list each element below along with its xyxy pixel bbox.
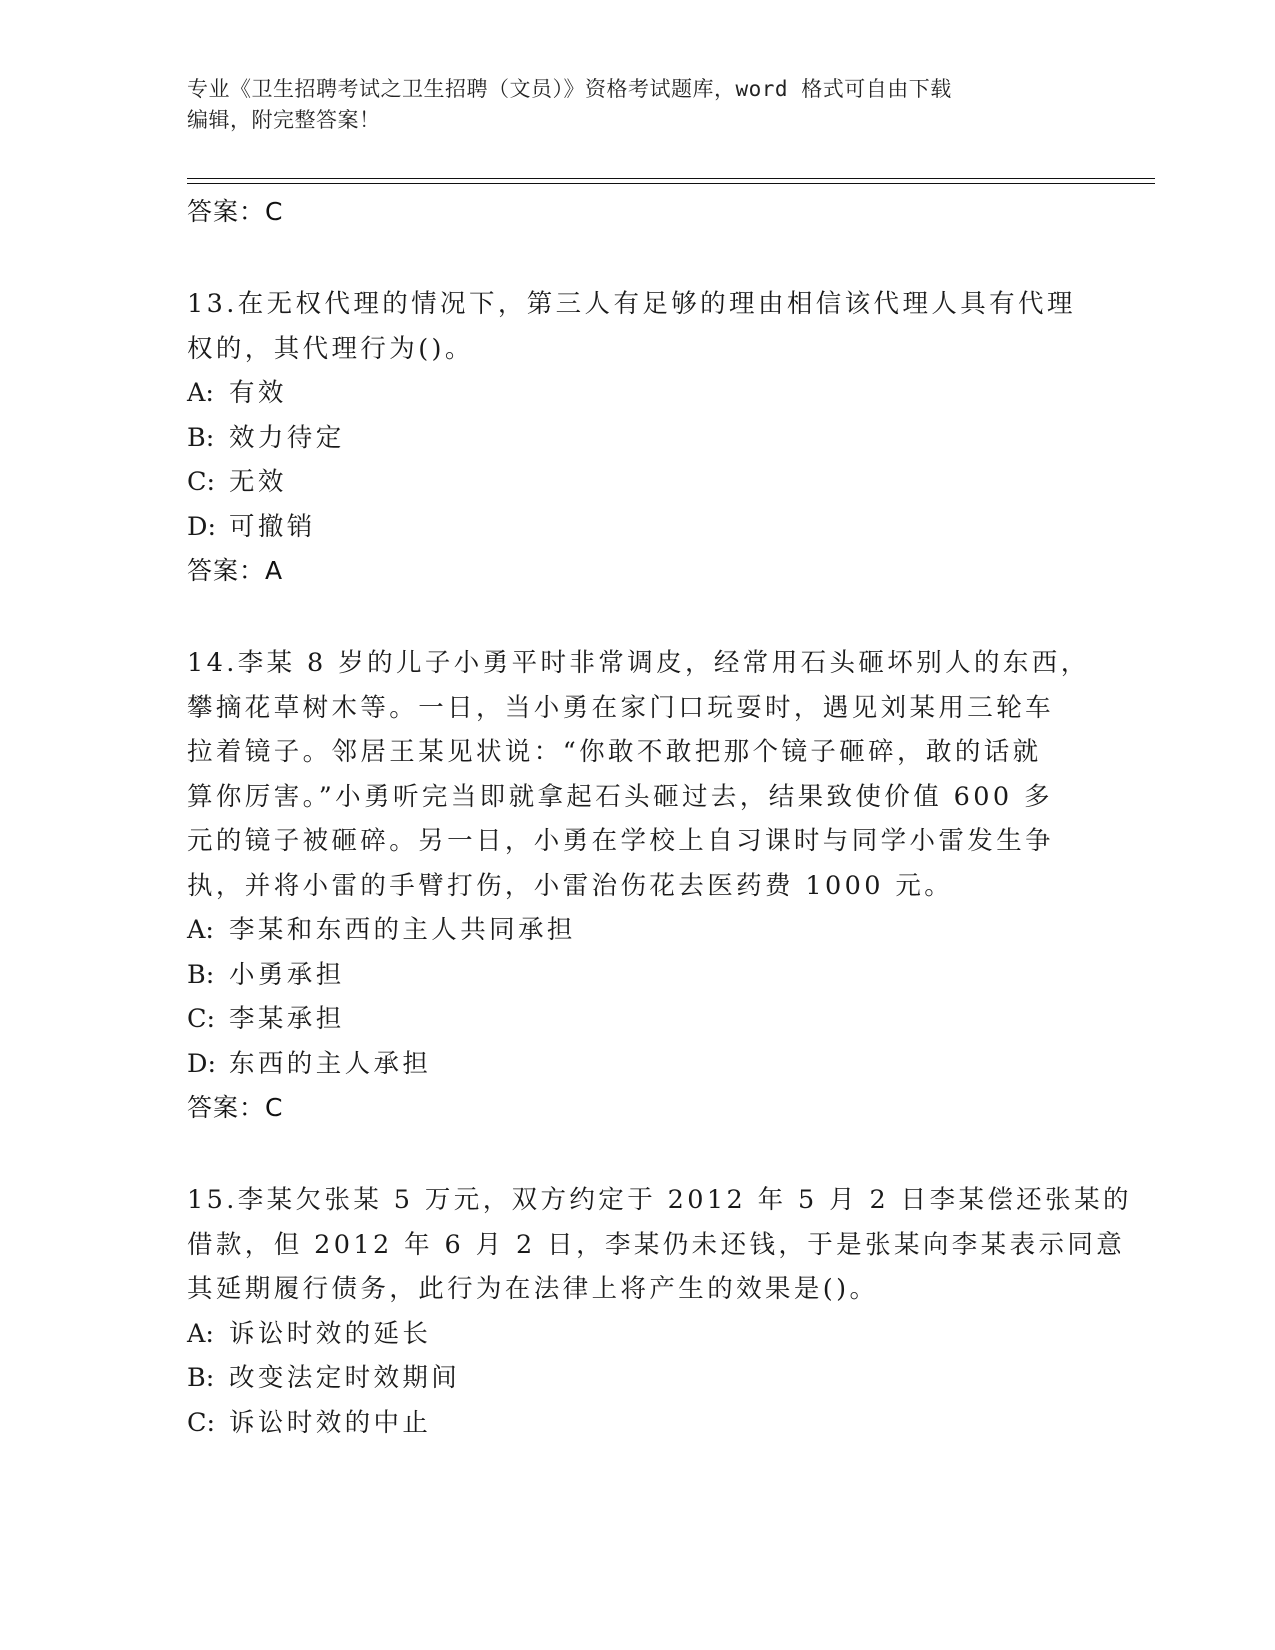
- option-d: [187, 505, 1087, 550]
- question-14-text: [187, 641, 1090, 908]
- question-line: 元的镜子被砸碎。另一日，小勇在学校上自习课时与同学小雷发生争: [187, 826, 1055, 856]
- option-a: [187, 1312, 1087, 1357]
- answer-14: 答案：C: [187, 1093, 284, 1122]
- question-line: 其延期履行债务，此行为在法律上将产生的效果是()。: [187, 1274, 879, 1304]
- question-line: 拉着镜子。邻居王某见状说：“你敢不敢把那个镜子砸碎，敢的话就: [187, 737, 1042, 767]
- question-list: [187, 190, 1132, 1445]
- option-text: 诉讼时效的延长: [229, 1318, 432, 1349]
- option-letter: B:: [187, 959, 215, 990]
- question-14: [187, 641, 1090, 1130]
- option-a: [187, 908, 1087, 953]
- spacer: [187, 593, 1087, 641]
- option-letter: B:: [187, 1363, 215, 1393]
- header-rule-top: [187, 178, 1155, 179]
- option-d: [187, 1042, 1087, 1087]
- question-15-text: [187, 1178, 1132, 1312]
- option-text: 有效: [229, 378, 287, 408]
- option-letter: B:: [187, 422, 215, 453]
- option-text: 效力待定: [229, 422, 345, 453]
- question-line: 执，并将小雷的手臂打伤，小雷治伤花去医药费 1000 元。: [187, 870, 954, 901]
- page-header: [187, 74, 1067, 136]
- option-b: [187, 416, 1087, 461]
- option-letter: A:: [187, 1318, 215, 1349]
- question-13-text: [187, 282, 1087, 371]
- option-text: 李某和东西的主人共同承担: [229, 915, 576, 945]
- header-line-2: 编辑，附完整答案！: [187, 108, 381, 132]
- option-text: 李某承担: [229, 1004, 345, 1034]
- header-rule-bottom: [187, 183, 1155, 184]
- option-letter: C:: [187, 467, 216, 497]
- question-line: 13.在无权代理的情况下，第三人有足够的理由相信该代理人具有代理: [187, 289, 1076, 319]
- option-b: [187, 1356, 1087, 1401]
- question-line: 算你厉害。”小勇听完当即就拿起石头砸过去，结果致使价值 600 多: [187, 781, 1053, 812]
- option-letter: C:: [187, 1407, 216, 1438]
- option-c: [187, 1401, 1087, 1446]
- option-text: 东西的主人承担: [229, 1048, 432, 1079]
- answer-12: 答案：C: [187, 197, 284, 226]
- option-letter: A:: [187, 915, 215, 945]
- option-letter: D:: [187, 511, 217, 542]
- option-text: 改变法定时效期间: [229, 1363, 461, 1393]
- option-c: [187, 460, 1087, 505]
- option-c: [187, 997, 1087, 1042]
- answer-13: 答案：A: [187, 556, 284, 585]
- spacer: [187, 234, 1087, 282]
- option-text: 诉讼时效的中止: [229, 1407, 432, 1438]
- option-text: 无效: [229, 467, 287, 497]
- option-letter: C:: [187, 1004, 216, 1034]
- question-line: 14.李某 8 岁的儿子小勇平时非常调皮，经常用石头砸坏别人的东西，: [187, 648, 1090, 678]
- question-line: 攀摘花草树木等。一日，当小勇在家门口玩耍时，遇见刘某用三轮车: [187, 692, 1055, 723]
- question-15: [187, 1178, 1132, 1445]
- question-line: 15.李某欠张某 5 万元，双方约定于 2012 年 5 月 2 日李某偿还张某的: [187, 1185, 1132, 1215]
- option-letter: A:: [187, 378, 215, 408]
- question-line: 借款，但 2012 年 6 月 2 日，李某仍未还钱，于是张某向李某表示同意: [187, 1229, 1126, 1260]
- header-line-1: 专业《卫生招聘考试之卫生招聘（文员）》资格考试题库，word 格式可自由下载: [187, 77, 952, 101]
- option-text: 可撤销: [229, 511, 316, 542]
- option-letter: D:: [187, 1048, 217, 1079]
- spacer: [187, 1130, 1087, 1178]
- option-b: [187, 953, 1087, 998]
- question-13: [187, 282, 1087, 593]
- option-a: [187, 371, 1087, 416]
- option-text: 小勇承担: [229, 959, 345, 990]
- question-line: 权的，其代理行为()。: [187, 333, 474, 364]
